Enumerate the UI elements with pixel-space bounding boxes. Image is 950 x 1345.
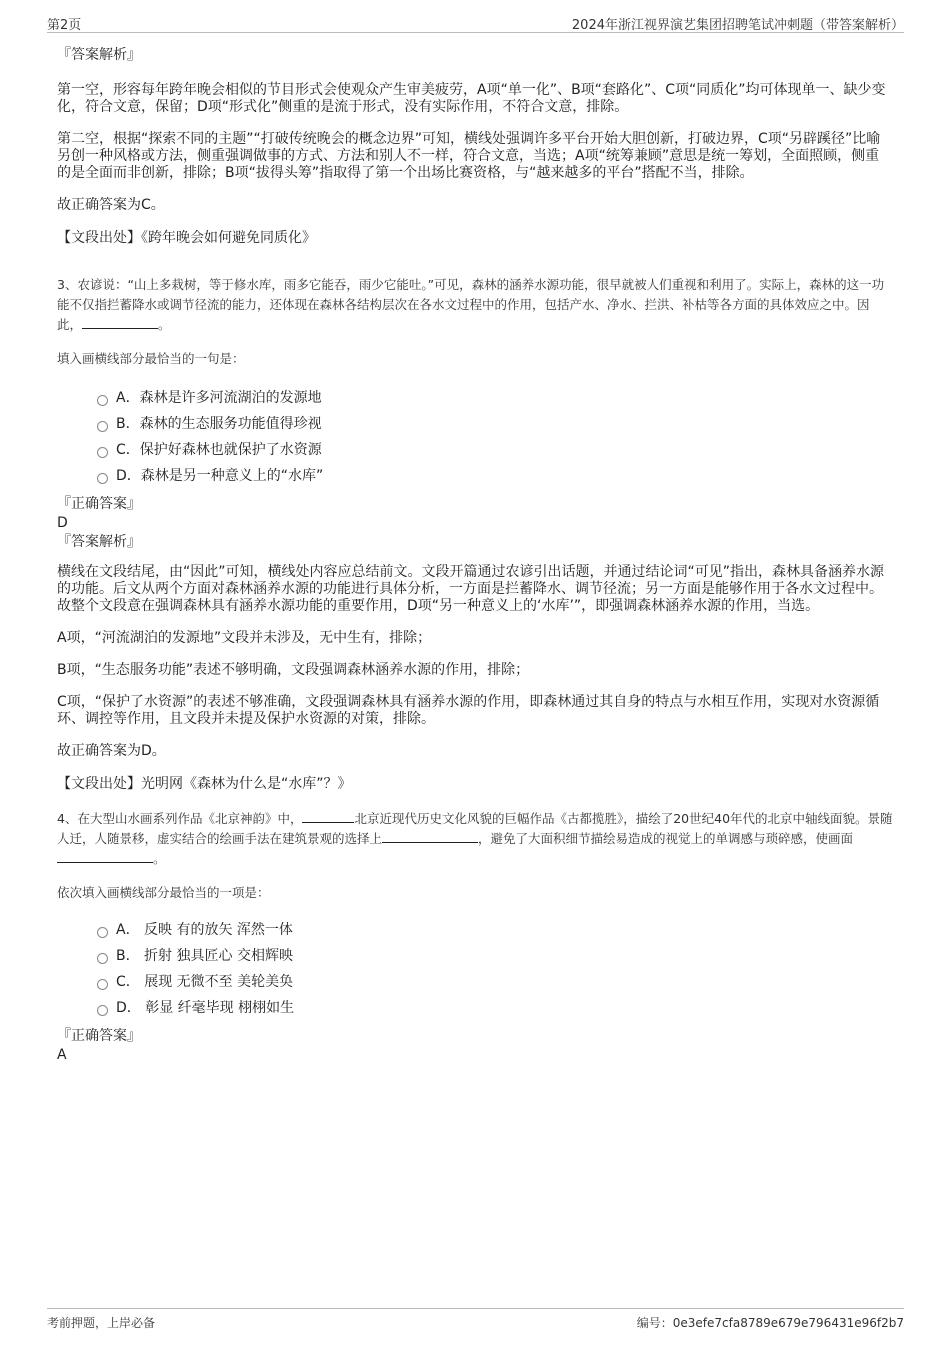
q4-option-b-label: B． 折射 独具匠心 交相辉映: [116, 948, 293, 964]
q3-option-a[interactable]: [97, 385, 893, 411]
q3-analysis-para-3: B项，“生态服务功能”表述不够明确，文段强调森林涵养水源的作用，排除；: [57, 662, 530, 678]
q3-option-b-label: B．森林的生态服务功能值得珍视: [116, 416, 322, 432]
q4-stem-text-3: ，避免了大面积细节描绘易造成的视觉上的单调感与琐碎感，使画面: [478, 831, 854, 846]
q2-analysis-label: 『答案解析』: [57, 47, 141, 63]
q2-source: 【文段出处】《跨年晚会如何避免同质化》: [57, 230, 316, 246]
radio-icon[interactable]: [97, 927, 108, 938]
q3-options: [57, 385, 893, 489]
q4-answer: A: [57, 1047, 67, 1063]
radio-icon[interactable]: [97, 979, 108, 990]
q4-answer-label: 『正确答案』: [57, 1028, 141, 1044]
q4-option-c-label: C． 展现 无微不至 美轮美奂: [116, 974, 294, 990]
q3-analysis-label: 『答案解析』: [57, 534, 141, 550]
q4-blank-3: [57, 850, 153, 863]
document-title: 2024年浙江视界演艺集团招聘笔试冲刺题（带答案解析）: [571, 18, 904, 33]
page-footer: [47, 1308, 904, 1331]
q4-stem-end: 。: [153, 851, 166, 866]
q3-stem: [57, 275, 893, 335]
q4-option-c[interactable]: [97, 969, 893, 995]
q3-answer: D: [57, 515, 68, 531]
q4-stem: [57, 809, 893, 869]
q4-stem-text-1: 4、在大型山水画系列作品《北京神韵》中，: [57, 811, 303, 826]
q4-prompt: 依次填入画横线部分最恰当的一项是：: [57, 885, 270, 900]
q4-option-d-label: D． 彰显 纤毫毕现 栩栩如生: [116, 1000, 295, 1016]
q4-option-a[interactable]: [97, 917, 893, 943]
q4-options: [57, 917, 893, 1021]
q4-option-d[interactable]: [97, 995, 893, 1021]
document-id: 编号：0e3efe7cfa8789e679e796431e96f2b7: [636, 1316, 904, 1330]
q3-option-c-label: C．保护好森林也就保护了水资源: [116, 442, 322, 458]
radio-icon[interactable]: [97, 1005, 108, 1016]
radio-icon[interactable]: [97, 421, 108, 432]
q4-option-a-label: A． 反映 有的放矢 浑然一体: [116, 922, 293, 938]
q3-stem-end: 。: [158, 317, 171, 332]
q3-answer-label: 『正确答案』: [57, 496, 141, 512]
q3-option-c[interactable]: [97, 437, 893, 463]
q4-blank-2: [382, 830, 478, 843]
q4-blank-1: [302, 810, 354, 823]
radio-icon[interactable]: [97, 953, 108, 964]
page-header: [47, 12, 904, 33]
q2-analysis-para-1: 第一空，形容每年跨年晚会相似的节目形式会使观众产生审美疲劳，A项“单一化”、B项“套路化”、C项“同质化”均可体现单一、缺少变化，符合文意，保留；D项“形式化”侧重的是流于形式，没有实际作用，不符合文意，排除。: [57, 82, 886, 115]
q3-analysis-para-1: 横线在文段结尾，由“因此”可知，横线处内容应总结前文。文段开篇通过农谚引出话题，并通过结论词“可见”指出，森林具备涵养水源的功能。后文从两个方面对森林涵养水源的功能进行具体分析，一方面是拦蓄降水、调节径流；另一方面是能够作用于各水文过程中。故整个文段意在强调森林具有涵养水源功能的重要作用，D项“另一种意义上的‘水库’”，即强调森林涵养水源的作用，当选。: [57, 564, 885, 614]
q3-analysis-para-2: A项，“河流湖泊的发源地”文段并未涉及，无中生有，排除；: [57, 630, 432, 646]
q4-stem-text-2: 北京近现代历史文化风貌的巨幅作品《古都揽胜》，描绘了20世纪40年代的北京中轴线面貌。景随人迁，人随景移，虚实结合的绘画手法在建筑景观的选择上: [57, 811, 893, 846]
q2-conclusion: 故正确答案为C。: [57, 197, 165, 213]
q3-source: 【文段出处】光明网《森林为什么是“水库”？》: [57, 776, 352, 792]
q3-prompt: 填入画横线部分最恰当的一句是：: [57, 351, 245, 366]
radio-icon[interactable]: [97, 395, 108, 406]
q3-option-b[interactable]: [97, 411, 893, 437]
q3-analysis-para-4: C项，“保护了水资源”的表述不够准确，文段强调森林具有涵养水源的作用，即森林通过其自身的特点与水相互作用，实现对水资源循环、调控等作用，且文段并未提及保护水资源的对策，排除。: [57, 694, 880, 727]
radio-icon[interactable]: [97, 473, 108, 484]
footer-slogan: 考前押题，上岸必备: [47, 1316, 156, 1330]
q2-analysis-para-2: 第二空，根据“探索不同的主题”“打破传统晚会的概念边界”可知，横线处强调许多平台开始大胆创新，打破边界，C项“另辟蹊径”比喻另创一种风格或方法，侧重强调做事的方式、方法和别人不一样，符合文意，当选；A项“统筹兼顾”意思是统一筹划，全面照顾，侧重的是全面而非创新，排除；B项“拔得头筹”指取得了第一个出场比赛资格，与“越来越多的平台”搭配不当，排除。: [57, 131, 881, 181]
q3-blank: [82, 316, 158, 329]
page-number: 第2页: [47, 18, 82, 33]
q3-option-d[interactable]: [97, 463, 893, 489]
q4-option-b[interactable]: [97, 943, 893, 969]
q3-stem-text: 3、农谚说：“山上多栽树，等于修水库，雨多它能吞，雨少它能吐。”可见，森林的涵养水源功能，很早就被人们重视和利用了。实际上，森林的这一功能不仅指拦蓄降水或调节径流的能力，还体现在森林各结构层次在各水文过程中的作用，包括产水、净水、拦洪、补枯等各方面的具体效应之中。因此，: [57, 277, 885, 332]
q3-conclusion: 故正确答案为D。: [57, 743, 166, 759]
q3-option-a-label: A．森林是许多河流湖泊的发源地: [116, 390, 322, 406]
radio-icon[interactable]: [97, 447, 108, 458]
page-content: [57, 42, 893, 1065]
q3-option-d-label: D．森林是另一种意义上的“水库”: [116, 468, 324, 484]
